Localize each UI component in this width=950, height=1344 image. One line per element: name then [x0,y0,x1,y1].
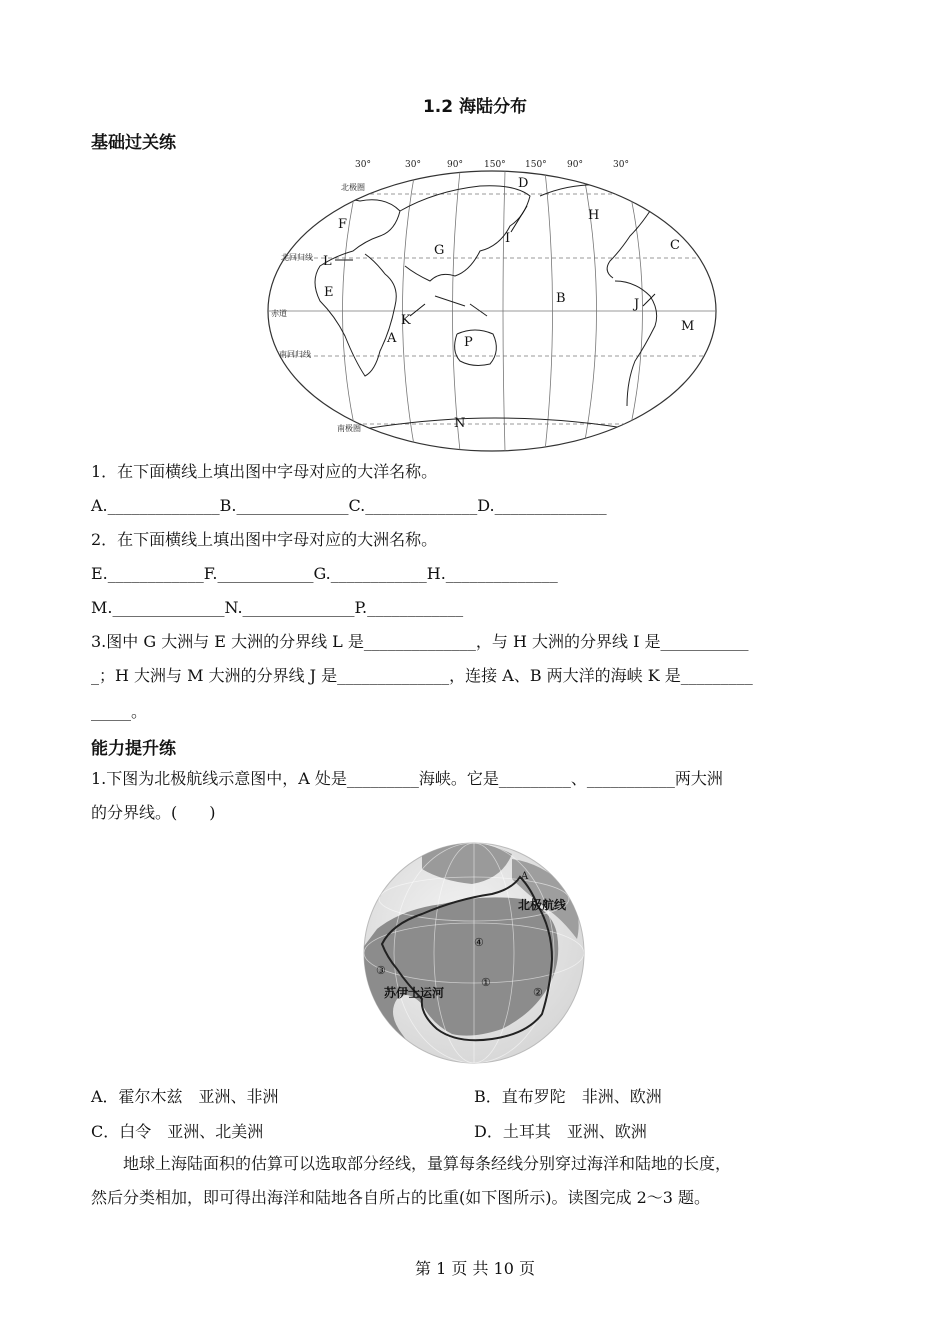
section-heading-ability: 能力提升练 [91,739,176,759]
lon-label: 150° [525,160,547,170]
map-letter-I: I [505,231,511,246]
question-3-line1: 3.图中 G 大洲与 E 大洲的分界线 L 是______________，与 H 大洲的分界线 I 是___________ [91,632,749,651]
lon-label: 90° [447,160,463,170]
marker-4: ④ [474,936,484,949]
arctic-route-globe-figure [362,839,586,1067]
page-footer: 第 1 页 共 10 页 [415,1259,535,1278]
ability-question-1-line1: 1.下图为北极航线示意图中，A 处是_________海峡。它是_________、___________两大洲 [91,769,723,788]
lon-label: 30° [405,160,421,170]
marker-1: ① [481,976,491,989]
map-letter-J: J [634,297,640,312]
globe-svg [362,839,586,1067]
world-map-svg [265,156,720,453]
map-letter-D: D [518,176,529,191]
lon-label: 90° [567,160,583,170]
lat-label-tropic-north: 北回归线 [281,253,313,262]
lon-label: 30° [355,160,371,170]
map-letter-N: N [454,416,466,431]
marker-3: ③ [376,964,386,977]
lon-label: 150° [484,160,506,170]
map-letter-E: E [324,285,334,300]
strait-label-A: A [521,871,529,882]
map-letter-H: H [588,208,600,223]
map-letter-G: G [434,243,445,258]
question-3-line2: _；H 大洲与 M 大洲的分界线 J 是______________，连接 A、B 两大洋的海峡 K 是_________ [91,666,753,685]
paragraph-line2: 然后分类相加，即可得出海洋和陆地各自所占的比重(如下图所示)。读图完成 2～3 题。 [91,1188,711,1207]
paragraph-line1: 地球上海陆面积的估算可以选取部分经线，量算每条经线分别穿过海洋和陆地的长度， [123,1154,732,1173]
map-letter-L: L [323,254,332,269]
question-2-text: 2．在下面横线上填出图中字母对应的大洲名称。 [91,530,438,549]
option-B[interactable]: B．直布罗陀 非洲、欧洲 [474,1087,662,1106]
map-letter-P: P [464,335,473,350]
option-D[interactable]: D．土耳其 亚洲、欧洲 [474,1122,647,1141]
lon-label: 30° [613,160,629,170]
lat-label-tropic-south: 南回归线 [279,350,311,359]
option-C[interactable]: C．白令 亚洲、北美洲 [91,1122,264,1141]
ability-question-1-line2: 的分界线。( ) [91,803,216,822]
map-letter-M: M [681,319,695,334]
question-2-blanks-row2: M.______________N.______________P.____________ [91,598,464,617]
map-letter-F: F [338,217,348,232]
map-letter-C: C [670,238,680,253]
question-3-line3: _____。 [91,702,148,721]
lat-label-equator: 赤道 [271,309,287,318]
world-map-figure [265,156,720,453]
lat-label-south-polar: 南极圈 [337,424,361,433]
section-heading-basic: 基础过关练 [91,133,176,153]
map-letter-K: K [401,313,411,328]
question-2-blanks-row1: E.____________F.____________G.____________H.______________ [91,564,558,583]
question-1-blanks: A.______________B.______________C.______________D.______________ [91,496,607,515]
suez-canal-label: 苏伊士运河 [384,986,445,1000]
lat-label-north-polar: 北极圈 [341,183,365,192]
page-title: 1.2 海陆分布 [422,97,528,117]
arctic-route-label: 北极航线 [518,898,567,912]
map-letter-B: B [556,291,566,306]
option-A[interactable]: A．霍尔木兹 亚洲、非洲 [91,1087,279,1106]
map-letter-A: A [387,331,397,346]
marker-2: ② [533,986,543,999]
question-1-text: 1．在下面横线上填出图中字母对应的大洋名称。 [91,462,438,481]
